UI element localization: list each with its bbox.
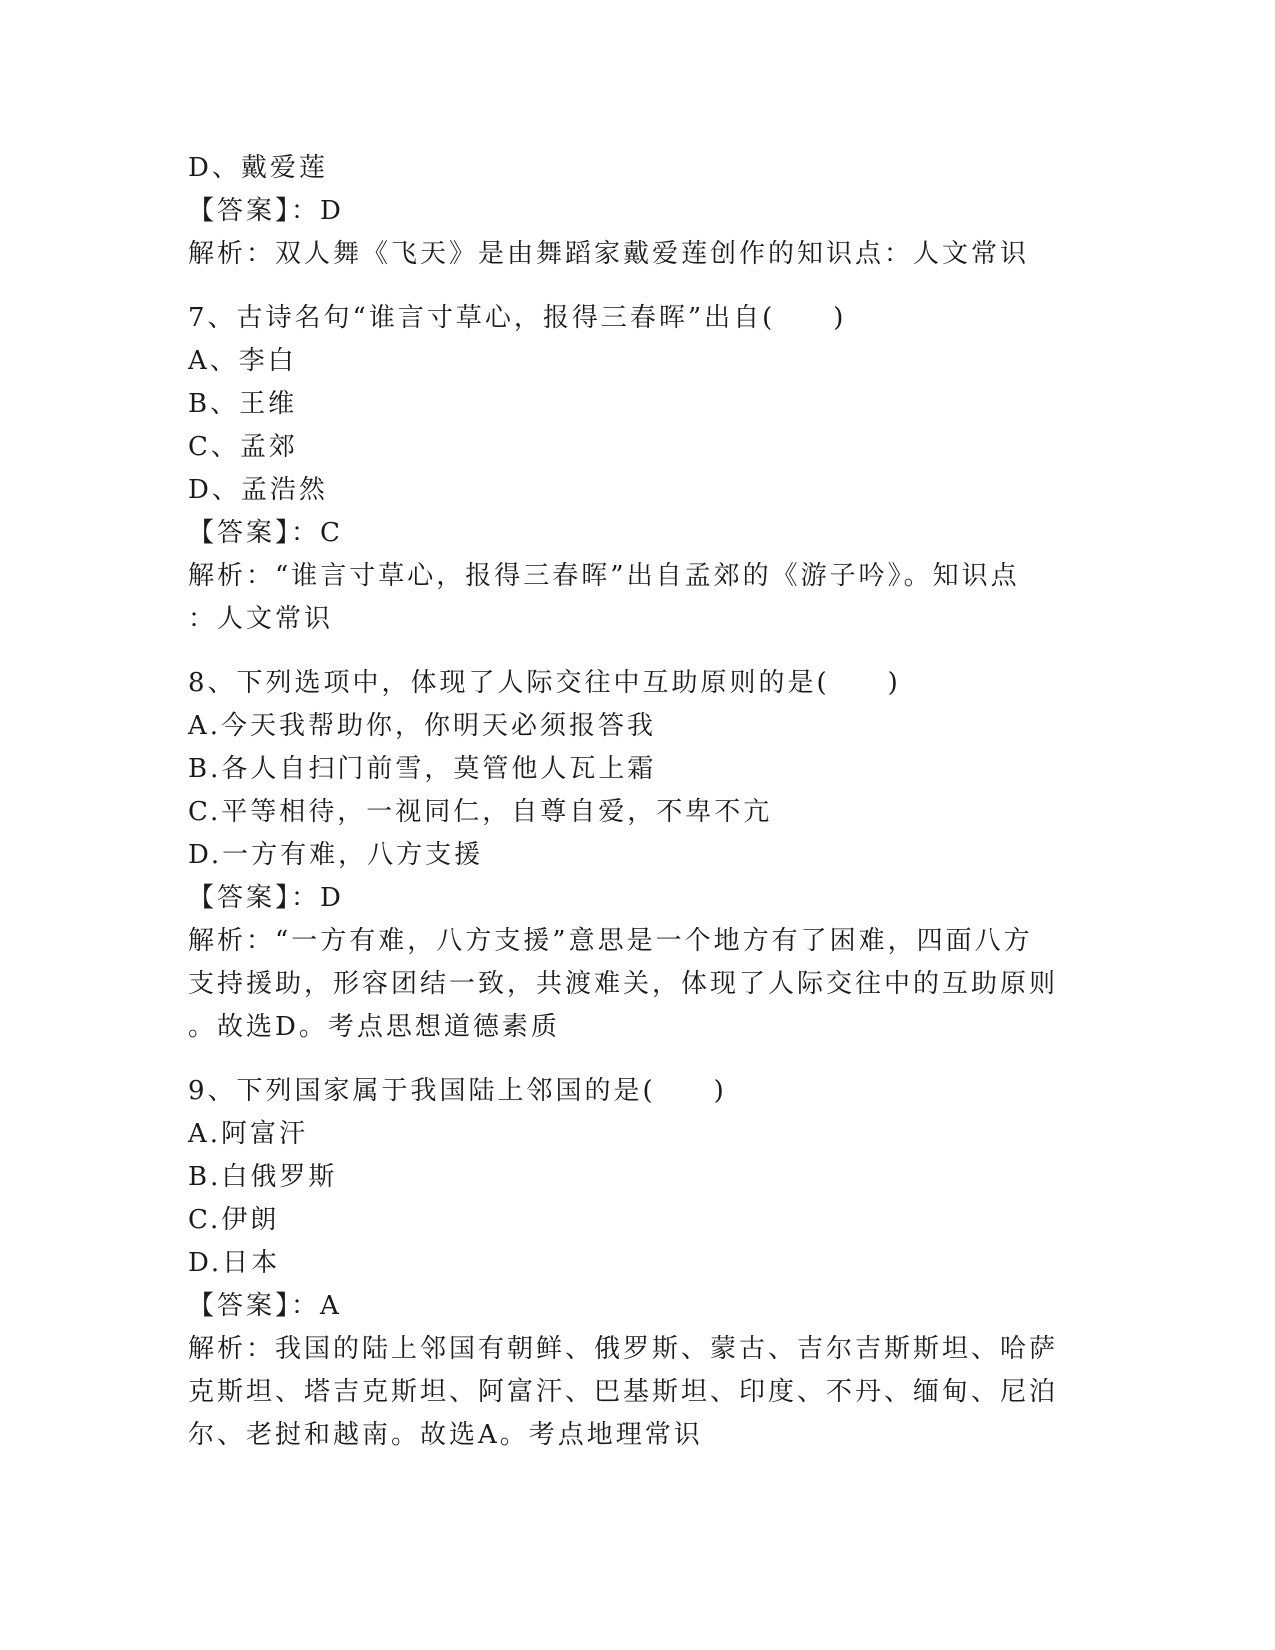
q7-question: 7、古诗名句“谁言寸草心，报得三春晖”出自( ) [188, 303, 847, 333]
q8-option-c: C.平等相待，一视同仁，自尊自爱，不卑不亢 [188, 797, 773, 827]
q8-option-b: B.各人自扫门前雪，莫管他人瓦上霜 [188, 754, 657, 784]
spacer [188, 641, 1068, 662]
q9-option-d: D.日本 [188, 1248, 281, 1278]
q6-explanation: 解析：双人舞《飞天》是由舞蹈家戴爱莲创作的知识点：人文常识 [188, 239, 1030, 269]
q9-explanation-line-3: 尔、老挝和越南。故选A。考点地理常识 [188, 1420, 703, 1450]
q8-question: 8、下列选项中，体现了人际交往中互助原则的是( ) [188, 668, 901, 698]
q7-answer: 【答案】：C [188, 518, 343, 548]
q9-explanation-line-2: 克斯坦、塔吉克斯坦、阿富汗、巴基斯坦、印度、不丹、缅甸、尼泊 [188, 1377, 1059, 1407]
q6-answer: 【答案】：D [188, 196, 344, 226]
q8-answer: 【答案】：D [188, 883, 344, 913]
q9-answer: 【答案】：A [188, 1291, 342, 1321]
q7-option-a: A、李白 [188, 346, 297, 376]
q6-option-d: D、戴爱莲 [188, 153, 328, 183]
q8-option-d: D.一方有难，八方支援 [188, 840, 484, 870]
spacer [188, 276, 1068, 297]
q8-option-a: A.今天我帮助你，你明天必须报答我 [188, 711, 657, 741]
document-content [188, 147, 1068, 1457]
q8-explanation-line-1: 解析：“一方有难，八方支援”意思是一个地方有了困难，四面八方 [188, 926, 1033, 956]
q8-explanation-line-2: 支持援助，形容团结一致，共渡难关，体现了人际交往中的互助原则 [188, 969, 1059, 999]
q9-option-a: A.阿富汗 [188, 1119, 309, 1149]
q7-explanation-line-2: ：人文常识 [188, 604, 334, 634]
q7-option-d: D、孟浩然 [188, 475, 328, 505]
q7-option-c: C、孟郊 [188, 432, 298, 462]
q9-option-b: B.白俄罗斯 [188, 1162, 338, 1192]
q7-option-b: B、王维 [188, 389, 298, 419]
spacer [188, 1049, 1068, 1070]
q9-explanation-line-1: 解析：我国的陆上邻国有朝鲜、俄罗斯、蒙古、吉尔吉斯斯坦、哈萨 [188, 1334, 1059, 1364]
q9-question: 9、下列国家属于我国陆上邻国的是( ) [188, 1076, 727, 1106]
q7-explanation-line-1: 解析：“谁言寸草心，报得三春晖”出自孟郊的《游子吟》。知识点 [188, 561, 1020, 591]
q8-explanation-line-3: 。故选D。考点思想道德素质 [188, 1012, 560, 1042]
q9-option-c: C.伊朗 [188, 1205, 280, 1235]
